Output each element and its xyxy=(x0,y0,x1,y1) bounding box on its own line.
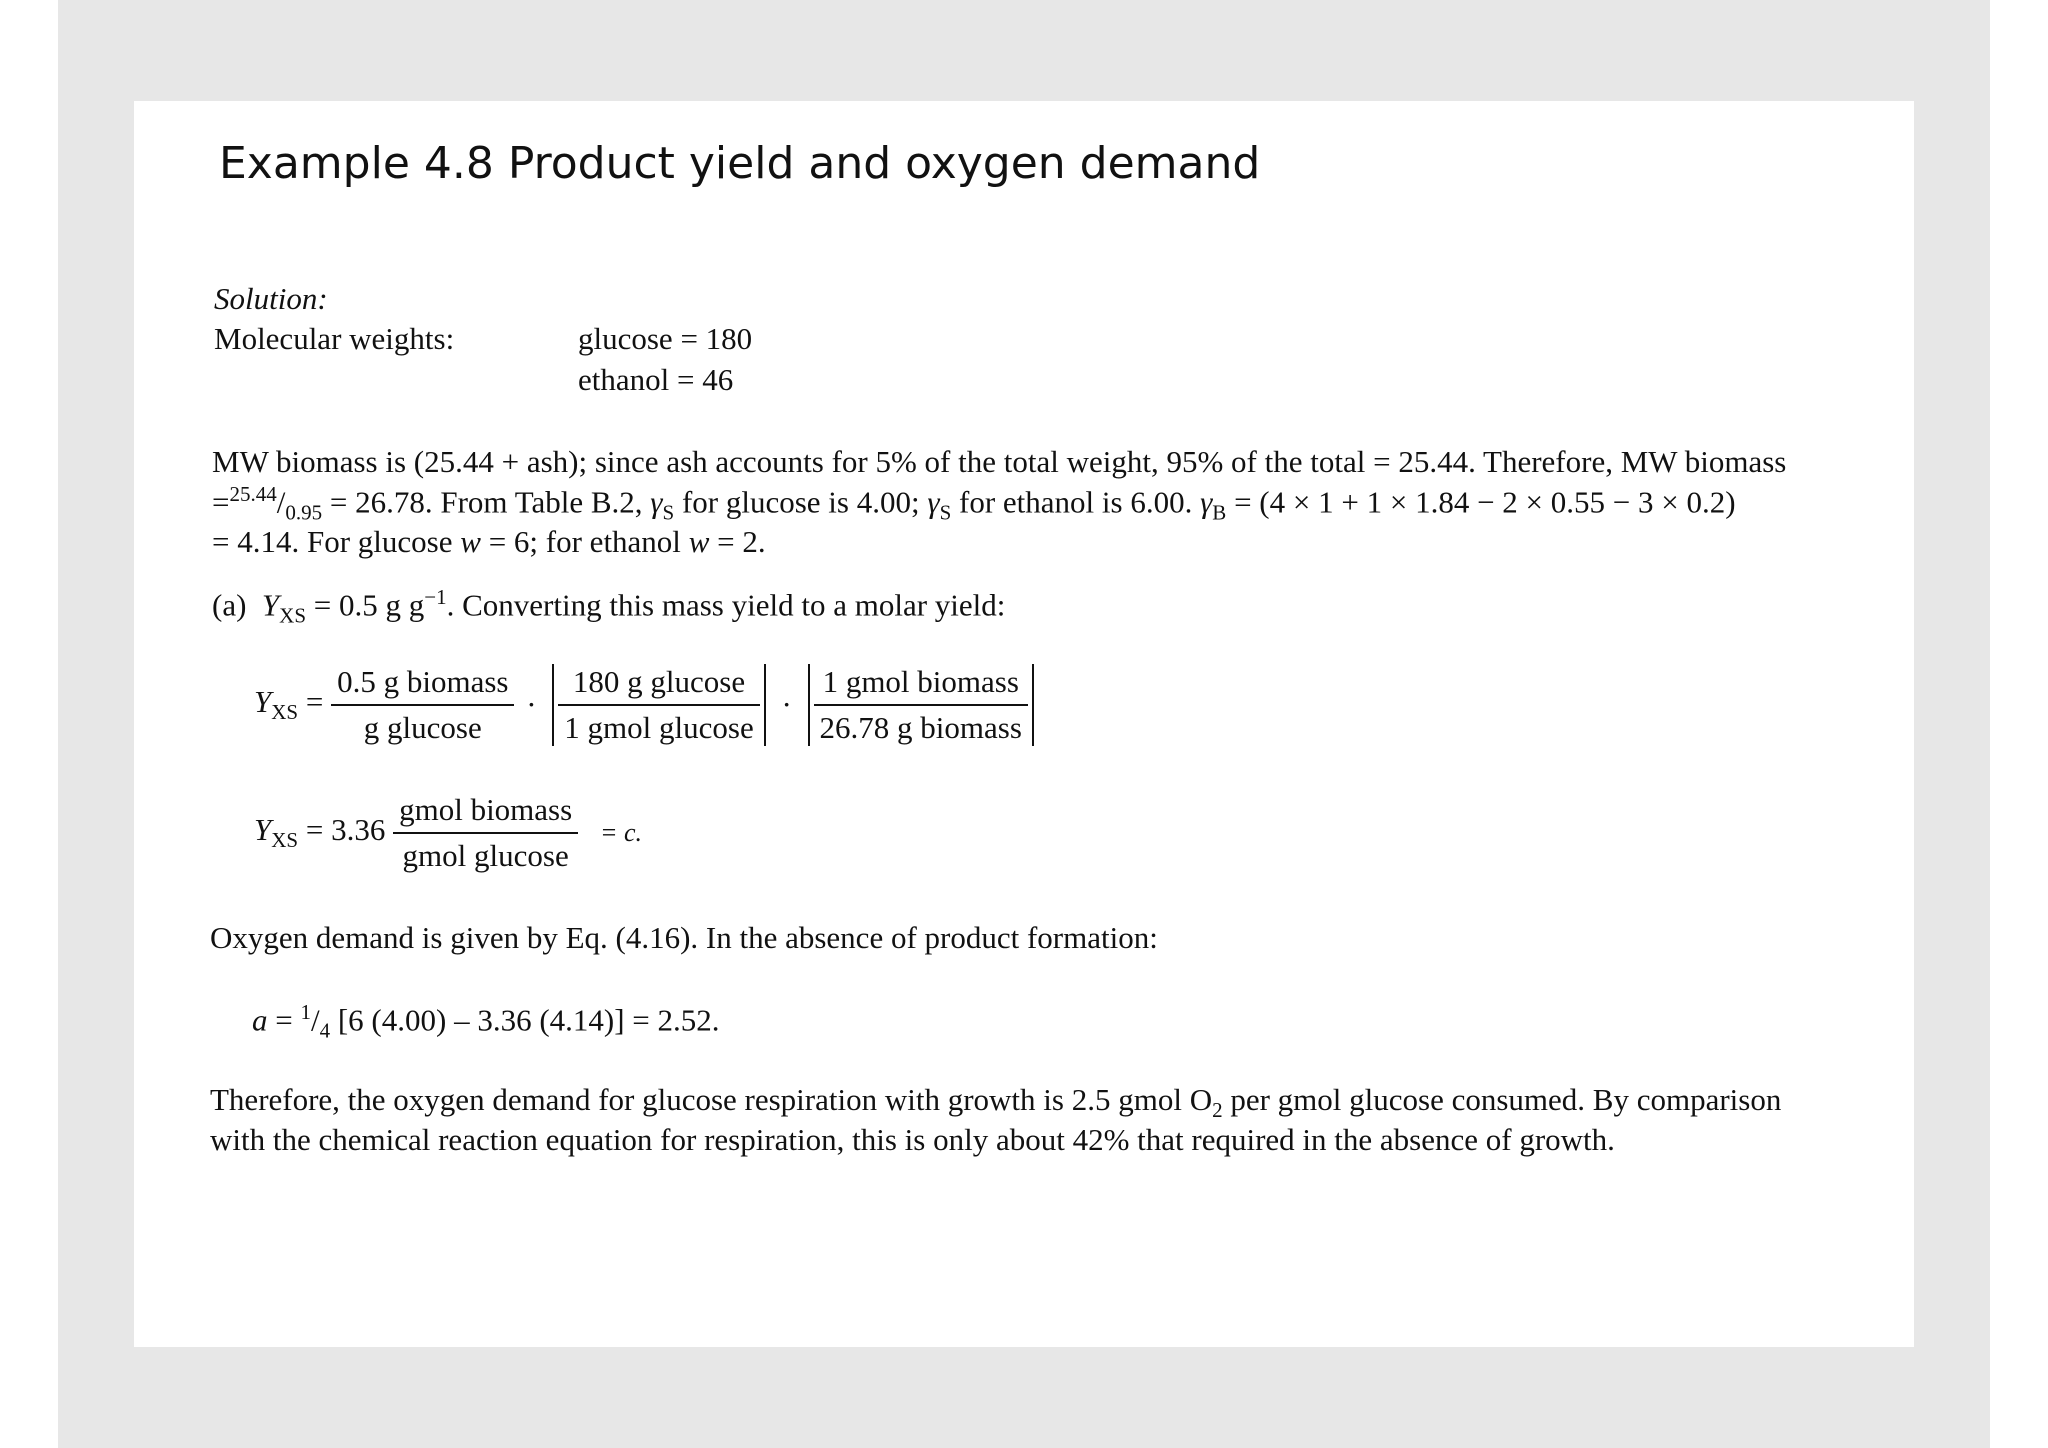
oxygen-demand-text: Oxygen demand is given by Eq. (4.16). In the absence of product formation: xyxy=(210,920,1158,955)
equation-yield-conversion: $Y_{XS}$ = $\frac{\text{0.5 g biomass}}{\text{g glucose}}$ · $\frac{\text{180 g glucose}}{\text{1 gmol glucose}}$ · $\frac{\text{1 gmol biomass}}{\text{26.78 g biomass}}$ xyxy=(254,664,1038,746)
mw-glucose: glucose = 180 xyxy=(578,321,753,356)
paragraph-line-3: = 4.14. For glucose w = 6; for ethanol w = 2. xyxy=(212,524,766,559)
bracket-biomass-conversion: $\frac{\text{1 gmol biomass}}{\text{26.78 g biomass}}$ xyxy=(808,664,1034,746)
part-a-line: (a) $Y_{XS} = 0.5$ g $g^{-1}$. Converting this mass yield to a molar yield: xyxy=(212,585,1006,628)
paragraph-line-2: $=^{25.44}/_{0.95} = 26.78$. From Table B.2, $\gamma_S$ for glucose is 4.00; $\gamma_S$ for ethanol is 6.00. $\gamma_B = (4 \times 1 + 1 \times 1.84 - 2 \times 0.55 - 3 \times 0.2)$ xyxy=(212,482,1736,525)
paragraph-line-1: MW biomass is (25.44 + ash); since ash accounts for 5% of the total weight, 95% of the total = 25.44. Therefore, MW biomass xyxy=(212,444,1787,479)
equation-oxygen-demand: $a = ^1/_4$ [6 (4.00) – 3.36 (4.14)] = 2.52. xyxy=(252,1000,720,1043)
fraction-biomass-per-glucose: $\frac{\text{0.5 g biomass}}{\text{g glucose}}$ xyxy=(331,664,514,746)
solution-label: Solution: xyxy=(214,281,328,316)
conclusion-line-2: with the chemical reaction equation for respiration, this is only about 42% that required in the absence of growth. xyxy=(210,1122,1615,1157)
equation-molar-yield: $Y_{XS} = 3.36$ $\frac{\text{gmol biomass}}{\text{gmol glucose}}$ = c. xyxy=(254,792,643,873)
molecular-weights-label: Molecular weights: xyxy=(214,321,455,356)
conclusion-line-1: Therefore, the oxygen demand for glucose respiration with growth is 2.5 gmol $O_2$ per gmol glucose consumed. By comparison xyxy=(210,1082,1782,1123)
fraction-gmol-biomass-per-glucose: $\frac{\text{gmol biomass}}{\text{gmol glucose}}$ xyxy=(393,792,578,874)
bracket-glucose-conversion: $\frac{\text{180 g glucose}}{\text{1 gmol glucose}}$ xyxy=(552,664,765,746)
mw-ethanol: ethanol = 46 xyxy=(578,362,734,397)
slide-title: Example 4.8 Product yield and oxygen demand xyxy=(219,138,1261,189)
